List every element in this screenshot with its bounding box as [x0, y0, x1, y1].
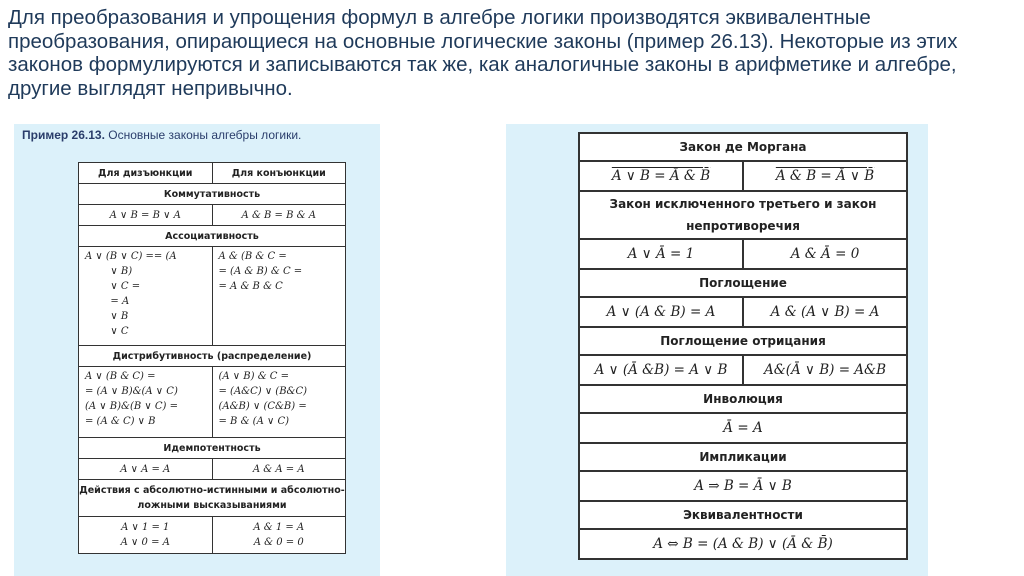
additional-laws-panel [506, 124, 928, 576]
formula-conjunction: A & A = A [212, 459, 346, 480]
formula-left: A ∨ (A & B) = A [579, 297, 743, 327]
formula-disjunction: A ∨ 1 = 1 A ∨ 0 = A [79, 517, 213, 554]
law-title-excluded-middle: Закон исключенного третьего и закон непротиворечия [579, 191, 907, 239]
formula-single: A ⇒ B = Ā ∨ B [579, 471, 907, 501]
caption-label: Пример 26.13. [22, 128, 105, 142]
law-title-commutativity: Коммутативность [79, 184, 346, 205]
formula-right: A & (A ∨ B) = A [743, 297, 907, 327]
basic-laws-table [78, 162, 346, 554]
law-title-involution: Инволюция [579, 385, 907, 413]
law-title-distributivity: Дистрибутивность (распределение) [79, 346, 346, 367]
law-title-idempotence: Идемпотентность [79, 438, 346, 459]
law-title-equivalence: Эквивалентности [579, 501, 907, 529]
example-caption [22, 128, 301, 142]
law-title-de-morgan: Закон де Моргана [579, 133, 907, 161]
example-26-13-panel [14, 124, 380, 576]
formula-text: A & B = Ā ∨ B̄ [775, 168, 875, 184]
formula-disjunction: A ∨ B = B ∨ A [79, 205, 213, 226]
law-title-negation-absorption: Поглощение отрицания [579, 327, 907, 355]
caption-text: Основные законы алгебры логики. [104, 128, 302, 142]
formula-single: Ā = A [579, 413, 907, 443]
intro-paragraph: Для преобразования и упрощения формул в алгебре логики производятся эквивалентные преобразования, опирающиеся на основные логические законы (пример 26.13). Некоторые из этих законов формулируются и записываются так же, как аналогичные законы в арифметике и алгебре, другие выглядят непривычно. [8, 6, 958, 100]
formula-conjunction: A & 1 = A A & 0 = 0 [212, 517, 346, 554]
formula-left [579, 161, 743, 191]
formula-single: A ⇔ B = (A & B) ∨ (Ā & B̄) [579, 529, 907, 559]
law-title-implication: Импликации [579, 443, 907, 471]
law-title-associativity: Ассоциативность [79, 226, 346, 247]
formula-disjunction: A ∨ (B & C) = = (A ∨ B)&(A ∨ C) (A ∨ B)&(B ∨ C) = = (A & C) ∨ B [79, 367, 213, 438]
formula-left: A ∨ Ā = 1 [579, 239, 743, 269]
formula-conjunction: A & (B & C = = (A & B) & C = = A & B & C [212, 247, 346, 346]
law-title-absorption: Поглощение [579, 269, 907, 297]
formula-right [743, 161, 907, 191]
column-header-disjunction: Для дизъюнкции [79, 163, 213, 184]
formula-right: A & Ā = 0 [743, 239, 907, 269]
formula-conjunction: A & B = B & A [212, 205, 346, 226]
law-title-absolute-statements: Действия с абсолютно-истинными и абсолютно-ложными высказываниями [79, 480, 346, 517]
formula-disjunction: A ∨ (B ∨ C) == (A ∨ B) ∨ C = = A ∨ B ∨ C [79, 247, 213, 346]
formula-disjunction: A ∨ A = A [79, 459, 213, 480]
formula-right: A&(Ā ∨ B) = A&B [743, 355, 907, 385]
formula-text: A ∨ B = Ā & B̄ [611, 168, 711, 184]
formula-conjunction: (A ∨ B) & C = = (A&C) ∨ (B&C) (A&B) ∨ (C&B) = = B & (A ∨ C) [212, 367, 346, 438]
additional-laws-table [578, 132, 908, 560]
column-header-conjunction: Для конъюнкции [212, 163, 346, 184]
formula-left: A ∨ (Ā &B) = A ∨ B [579, 355, 743, 385]
